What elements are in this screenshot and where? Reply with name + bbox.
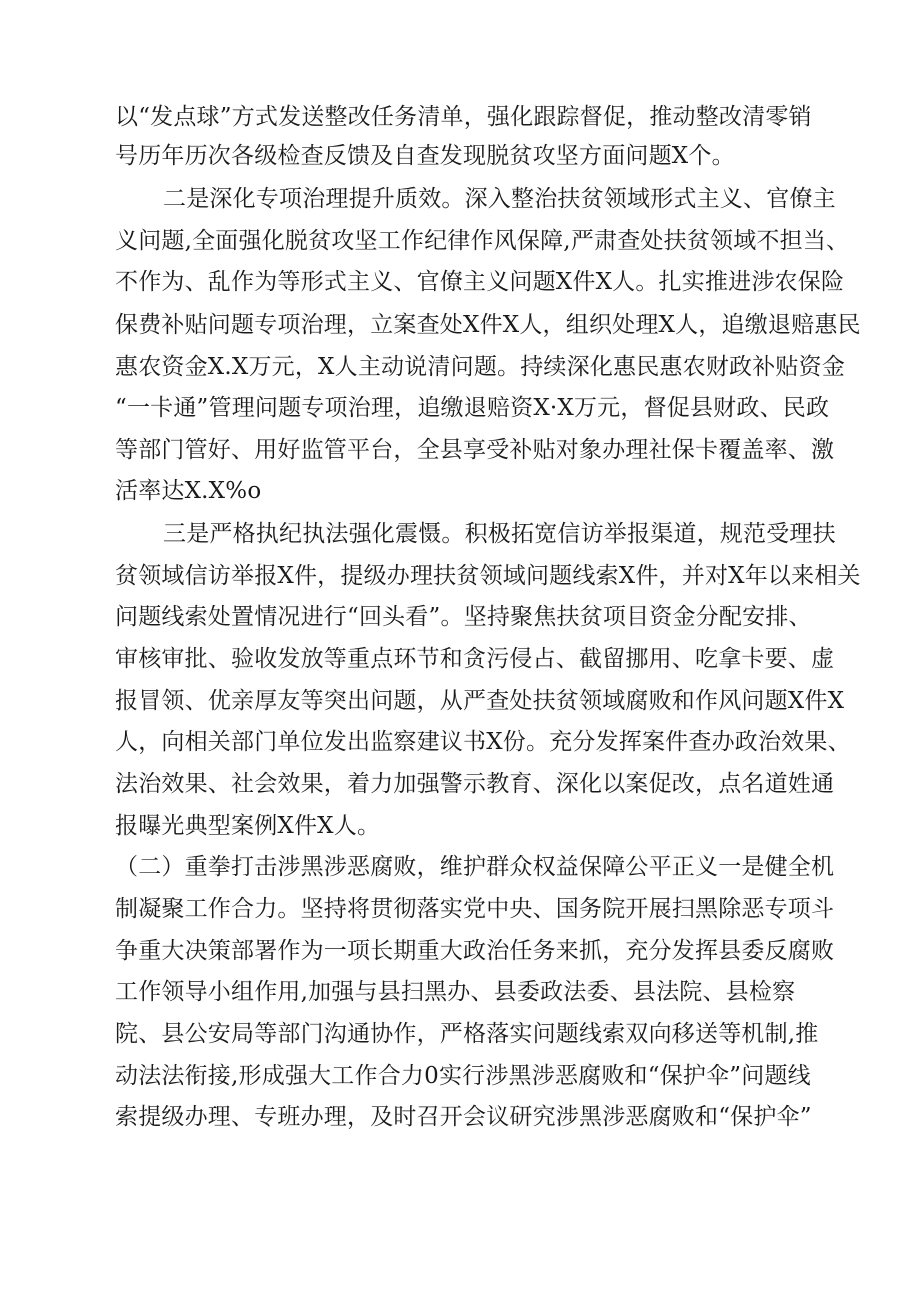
text-line: 争重大决策部署作为一项长期重大政治任务来抓，充分发挥县委反腐败 [115, 938, 835, 964]
text-line: 等部门管好、用好监管平台，全县享受补贴对象办理社保卡覆盖率、激 [115, 437, 835, 463]
text-line: 问题线索处置情况进行“回头看”。坚持聚焦扶贫项目资金分配安排、 [115, 604, 812, 630]
text-line: “一卡通”管理问题专项治理，追缴退赔资X·X万元，督促县财政、民政 [115, 395, 830, 421]
text-line: 惠农资金X.X万元，X人主动说清问题。持续深化惠民惠农财政补贴资金 [115, 354, 846, 380]
text-line: 报冒领、优亲厚友等突出问题，从严查处扶贫领域腐败和作风问题X件X [115, 688, 845, 714]
section-heading-line: （二）重拳打击涉黑涉恶腐败，维护群众权益保障公平正义一是健全机 [115, 854, 835, 880]
text-line: 三是严格执纪执法强化震慑。积极拓宽信访举报渠道，规范受理扶 [163, 521, 836, 547]
text-line: 院、县公安局等部门沟通协作，严格落实问题线索双向移送等机制,推 [115, 1021, 819, 1047]
text-line: 不作为、乱作为等形式主义、官僚主义问题X件X人。扎实推进涉农保险 [115, 269, 845, 295]
text-line: 保费补贴问题专项治理，立案查处X件X人，组织处理X人，追缴退赔惠民 [115, 312, 861, 338]
text-line: 二是深化专项治理提升质效。深入整治扶贫领域形式主义、官僚主 [163, 186, 836, 212]
text-line: 法治效果、社会效果，着力加强警示教育、深化以案促改，点名道姓通 [115, 771, 835, 797]
text-line: 人，向相关部门单位发出监察建议书X份。充分发挥案件查办政治效果、 [115, 729, 851, 755]
text-line: 以“发点球”方式发送整改任务清单，强化跟踪督促，推动整改清零销 [115, 104, 812, 130]
text-line: 贫领域信访举报X件，提级办理扶贫领域问题线索X件，并对X年以来相关 [115, 563, 861, 589]
text-line: 活率达X.X%o [115, 478, 262, 504]
text-line: 报曝光典型案例X件X人。 [115, 813, 381, 839]
text-line: 义问题,全面强化脱贫攻坚工作纪律作风保障,严肃查处扶贫领域不担当、 [115, 228, 850, 254]
text-line: 号历年历次各级检查反馈及自查发现脱贫攻坚方面问题X个。 [115, 143, 735, 169]
text-line: 制凝聚工作合力。坚持将贯彻落实党中央、国务院开展扫黑除恶专项斗 [115, 896, 835, 922]
text-line: 审核审批、验收发放等重点环节和贪污侵占、截留挪用、吃拿卡要、虚 [115, 646, 835, 672]
text-line: 工作领导小组作用,加强与县扫黑办、县委政法委、县法院、县检察 [115, 979, 796, 1005]
text-line: 索提级办理、专班办理，及时召开会议研究涉黑涉恶腐败和“保护伞” [115, 1104, 812, 1130]
text-line: 动法法衔接,形成强大工作合力0实行涉黑涉恶腐败和“保护伞”问题线 [115, 1063, 811, 1089]
